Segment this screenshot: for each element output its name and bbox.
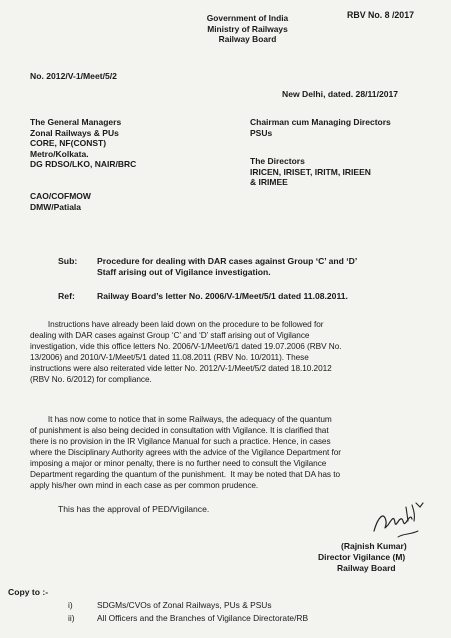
copy-to-item-text: SDGMs/CVOs of Zonal Railways, PUs & PSUs [97, 600, 272, 610]
copy-to-item-number: i) [68, 600, 73, 610]
signatory-office: Railway Board [337, 563, 396, 573]
reference-text: Railway Board’s letter No. 2006/V-1/Meet/5/1 dated 11.08.2011. [97, 291, 348, 301]
letterhead-government: Government of India [206, 13, 289, 23]
signatory-name: (Rajnish Kumar) [341, 541, 407, 551]
handwritten-signature-icon [368, 497, 428, 543]
addressee-line: DG RDSO/LKO, NAIR/BRC [30, 159, 137, 170]
addressee-line: Chairman cum Managing Directors [250, 117, 391, 127]
addressee-line: CAO/COFMOW [30, 191, 91, 201]
addressee-block-left-2 [30, 191, 91, 212]
addressee-line: PSUs [250, 127, 273, 138]
file-number: No. 2012/V-1/Meet/5/2 [30, 71, 117, 81]
addressee-line: Zonal Railways & PUs [30, 127, 119, 138]
rbv-number: RBV No. 8 /2017 [347, 10, 414, 20]
addressee-line: DMW/Patiala [30, 201, 82, 212]
letterhead-board: Railway Board [218, 34, 277, 44]
copy-to-item-number: ii) [68, 613, 75, 623]
subject-text: Procedure for dealing with DAR cases against Group ‘C’ and ‘D’ Staff arising out of Vigilance investigation. [97, 256, 358, 277]
letterhead [180, 13, 315, 45]
copy-to-label: Copy to :- [8, 587, 49, 597]
signatory-designation: Director Vigilance (M) [318, 552, 406, 562]
letterhead-ministry: Ministry of Railways [207, 23, 288, 34]
paragraph-instructions: Instructions have already been laid down on the procedure to be followed for dealing with DAR cases against Group ‘C’ and ‘D’ staff arising out of Vigilance investigation, vide this office letters No. 2006/V-1/Meet/6/1 dated 19.07.2006 (RBV No. 13/2006) and 2010/V-1/Meet/5/1 dated 11.08.2011 (RBV No. 10/2011). These instructions were also reiterated vide letter No. 2012/V-1/Meet/5/2 dated 18.10.2012 (RBV No. 6/2012) for compliance. [30, 320, 342, 384]
place-date: New Delhi, dated. 28/11/2017 [282, 89, 399, 99]
addressee-line: CORE, NF(CONST) [30, 138, 107, 149]
addressee-line: Metro/Kolkata. [30, 148, 89, 159]
addressee-line: The General Managers [30, 117, 122, 127]
paragraph-clarification: It has now come to notice that in some Railways, the adequacy of the quantum of punishment is also being decided in consultation with Vigilance. It is clarified that there is no provision in the IR Vigilance Manual for such a practice. Hence, in cases where the Disciplinary Authority agrees with the advice of the Vigilance Department for imposing a major or minor penalty, there is no further need to consult the Vigilance Department regarding the quantum of the punishment. It may be noted that DA has to apply his/her own mind in each case as per common prudence. [30, 415, 341, 490]
addressee-block-right-2 [250, 156, 371, 188]
copy-to-item-text: All Officers and the Branches of Vigilance Directorate/RB [97, 613, 309, 623]
addressee-block-left [30, 117, 136, 170]
addressee-line: & IRIMEE [250, 177, 288, 188]
reference-label: Ref: [58, 291, 75, 301]
addressee-line: IRICEN, IRISET, IRITM, IRIEEN [250, 166, 371, 177]
addressee-block-right [250, 117, 391, 138]
addressee-line: The Directors [250, 156, 305, 166]
subject-label: Sub: [58, 256, 78, 266]
approval-note: This has the approval of PED/Vigilance. [58, 504, 210, 514]
